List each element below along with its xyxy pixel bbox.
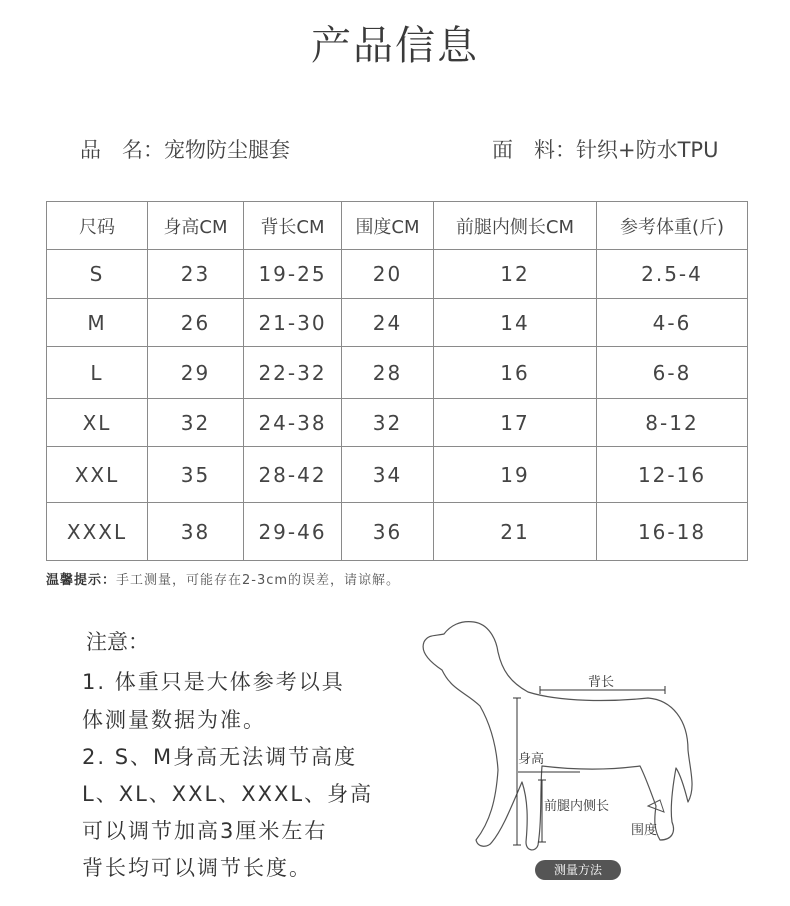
table-header: 尺码 [47,202,148,250]
note-line: 2. S、M身高无法调节高度 [82,745,358,769]
table-cell: 36 [342,503,434,561]
tip-text: 手工测量，可能存在2-3cm的误差，请谅解。 [116,573,401,588]
table-cell: L [47,347,148,399]
table-cell: 19-25 [244,250,342,299]
table-header: 参考体重(斤) [597,202,748,250]
page-title: 产品信息 [311,23,479,69]
table-row [47,447,748,503]
table-cell: 32 [148,399,244,447]
table-row [47,250,748,299]
size-table [46,201,748,561]
table-cell: 32 [342,399,434,447]
table-row [47,347,748,399]
table-cell: 24 [342,299,434,347]
table-cell: 8-12 [597,399,748,447]
table-cell: XXL [47,447,148,503]
table-cell: 4-6 [597,299,748,347]
table-header: 围度CM [342,202,434,250]
table-cell: M [47,299,148,347]
table-cell: 24-38 [244,399,342,447]
table-cell: 38 [148,503,244,561]
product-name-info [80,134,290,164]
table-cell: 20 [342,250,434,299]
table-cell: 22-32 [244,347,342,399]
material-label: 面 料： [492,138,576,162]
table-cell: 29-46 [244,503,342,561]
table-cell: 34 [342,447,434,503]
table-cell: 16 [434,347,597,399]
table-cell: 28 [342,347,434,399]
note-line: 可以调节加高3厘米左右 [82,819,328,843]
table-header: 背长CM [244,202,342,250]
table-cell: 21 [434,503,597,561]
table-cell: 17 [434,399,597,447]
table-cell: 35 [148,447,244,503]
table-cell: 23 [148,250,244,299]
material-value: 针织+防水TPU [576,138,719,162]
table-row [47,503,748,561]
table-row [47,399,748,447]
notes-title: 注意： [86,630,149,654]
dog-outline-icon [423,622,692,850]
table-row [47,299,748,347]
measurement-tip [46,569,400,588]
table-cell: 12 [434,250,597,299]
table-cell: 29 [148,347,244,399]
table-cell: XL [47,399,148,447]
note-line: 体测量数据为准。 [82,708,266,732]
table-cell: 12-16 [597,447,748,503]
table-header: 前腿内侧长CM [434,202,597,250]
table-cell: 19 [434,447,597,503]
table-cell: 6-8 [597,347,748,399]
table-cell: XXXL [47,503,148,561]
table-cell: 2.5-4 [597,250,748,299]
table-header: 身高CM [148,202,244,250]
material-info [492,134,718,164]
method-badge-label: 测量方法 [553,863,603,877]
table-cell: 16-18 [597,503,748,561]
back-length-label: 背长 [588,675,615,690]
table-cell: 28-42 [244,447,342,503]
note-line: 1. 体重只是大体参考以具 [82,670,345,694]
tip-label: 温馨提示： [46,573,117,588]
product-name-label: 品 名： [80,138,164,162]
note-line: L、XL、XXL、XXXL、身高 [82,782,374,806]
note-line: 背长均可以调节长度。 [82,856,312,880]
height-label: 身高 [518,752,545,767]
girth-label: 围度 [631,823,658,838]
foreleg-inner-label: 前腿内侧长 [544,799,610,814]
table-cell: S [47,250,148,299]
table-cell: 26 [148,299,244,347]
product-name-value: 宠物防尘腿套 [164,138,290,162]
table-cell: 21-30 [244,299,342,347]
table-cell: 14 [434,299,597,347]
dog-measurement-diagram [410,610,710,890]
table-header-row [47,202,748,250]
